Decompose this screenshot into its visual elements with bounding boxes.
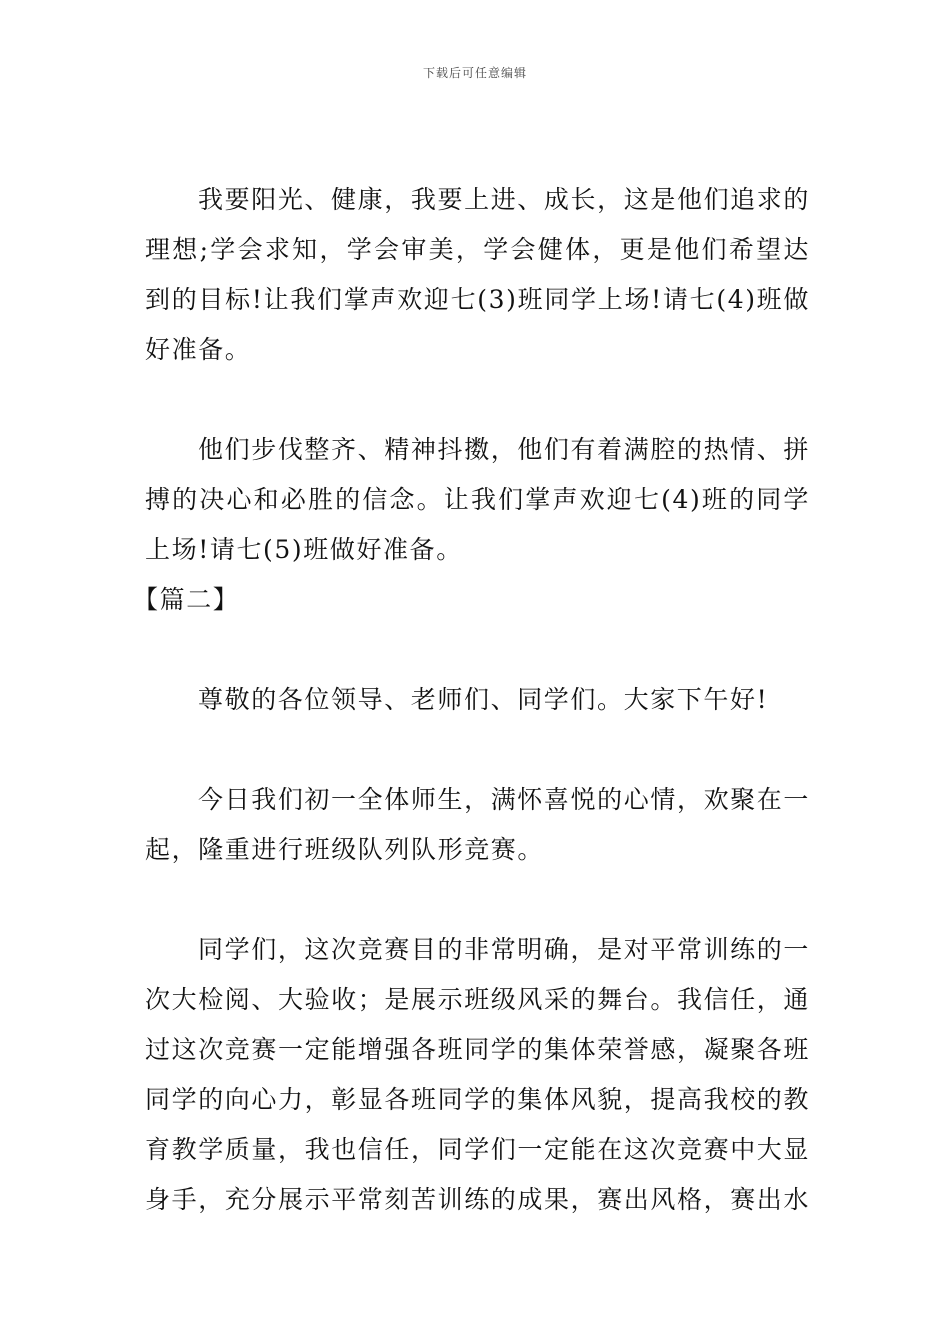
paragraph: 他们步伐整齐、精神抖擞，他们有着满腔的热情、拼搏的决心和必胜的信念。让我们掌声欢迎七(4)班的同学上场!请七(5)班做好准备。 bbox=[145, 435, 810, 564]
paragraph: 尊敬的各位领导、老师们、同学们。大家下午好! bbox=[198, 685, 769, 714]
page-header: 下载后可任意编辑 bbox=[422, 66, 527, 80]
paragraph: 同学们，这次竞赛目的非常明确，是对平常训练的一次大检阅、大验收；是展示班级风采的舞台。我信任，通过这次竞赛一定能增强各班同学的集体荣誉感，凝聚各班同学的向心力，彰显各班同学的集体风貌，提高我校的教育教学质量，我也信任，同学们一定能在这次竞赛中大显身手，充分展示平常刻苦训练的成果，赛出风格，赛出水 bbox=[145, 935, 811, 1214]
paragraph: 我要阳光、健康，我要上进、成长，这是他们追求的理想;学会求知，学会审美，学会健体，更是他们希望达到的目标!让我们掌声欢迎七(3)班同学上场!请七(4)班做好准备。 bbox=[145, 185, 810, 364]
section-title: 【篇二】 bbox=[133, 585, 240, 614]
paragraph: 今日我们初一全体师生，满怀喜悦的心情，欢聚在一起，隆重进行班级队列队形竞赛。 bbox=[145, 785, 810, 864]
document-body bbox=[133, 175, 811, 1225]
